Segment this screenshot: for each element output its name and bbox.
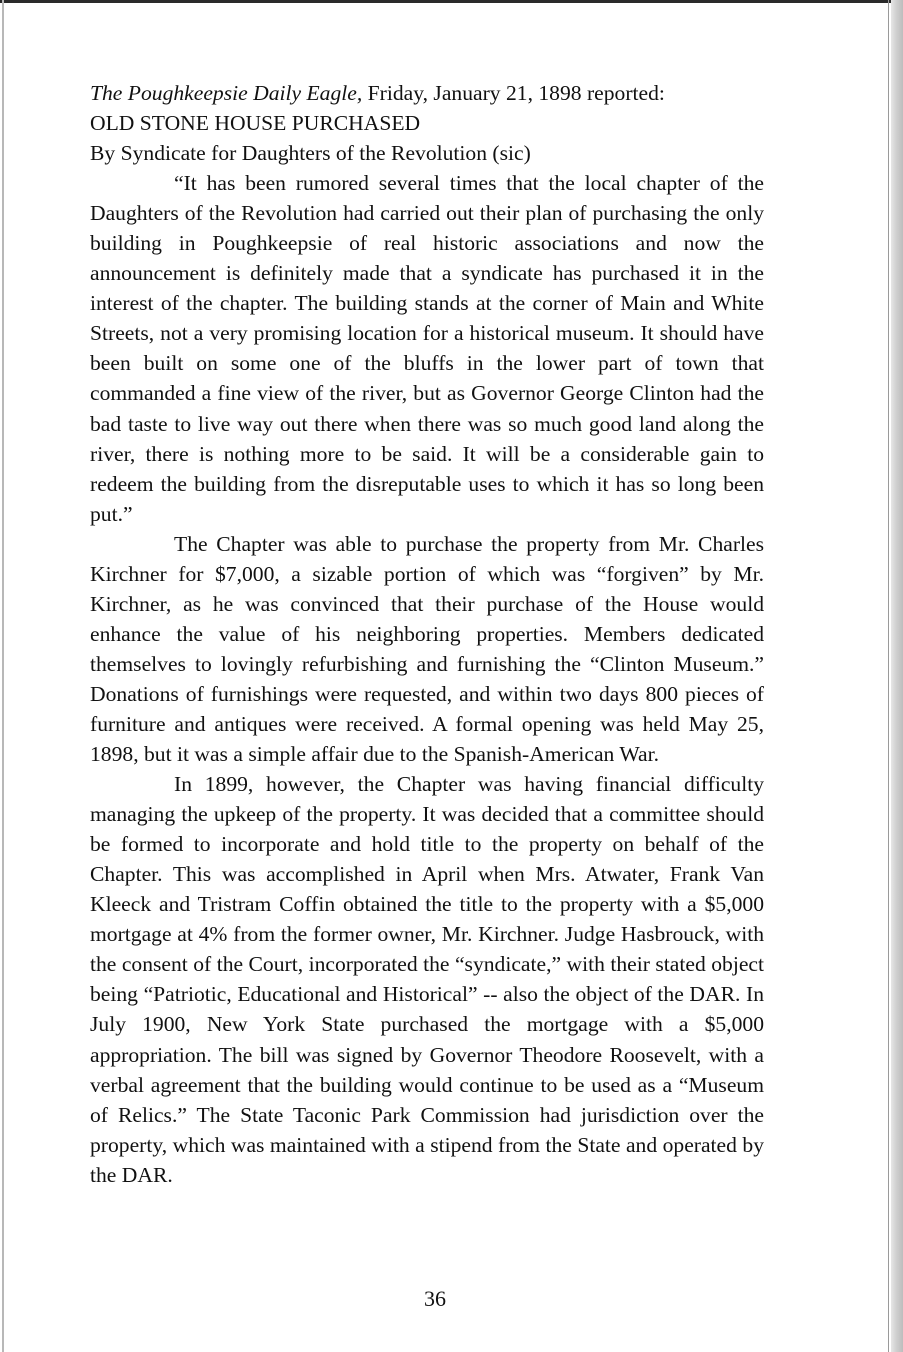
body-text xyxy=(90,78,764,1190)
newspaper-title: The Poughkeepsie Daily Eagle, xyxy=(90,81,363,105)
right-page-edge-shadow xyxy=(891,0,903,1352)
paragraph-purchase: The Chapter was able to purchase the property from Mr. Charles Kirchner for $7,000, a sizable portion of which was “forgiven” by Mr. Kirchner, as he was convinced that their purchase of the House would enhance the value of his neighboring properties. Members dedicated themselves to lovingly refurbishing and furnishing the “Clinton Museum.” Donations of furnishings were requested, and within two days 800 pieces of furniture and antiques were received. A formal opening was held May 25, 1898, but it was a simple affair due to the Spanish-American War. xyxy=(90,531,764,767)
paragraph-quote: “It has been rumored several times that the local chapter of the Daughters of the Revolution had carried out their plan of purchasing the only building in Poughkeepsie of real historic associations and now the announcement is definitely made that a syndicate has purchased it in the interest of the chapter. The building stands at the corner of Main and White Streets, not a very promising location for a historical museum. It should have been built on some one of the bluffs in the lower part of town that commanded a fine view of the river, but as Governor George Clinton had the bad taste to live way out there when there was so much good land along the river, there is nothing more to be said. It will be a considerable gain to redeem the building from the disreputable uses to which it has so long been put.” xyxy=(90,171,764,526)
headline: OLD STONE HOUSE PURCHASED xyxy=(90,111,421,136)
right-page-edge-line xyxy=(888,0,889,1352)
subheadline: By Syndicate for Daughters of the Revolution (sic) xyxy=(90,141,531,166)
page-number: 36 xyxy=(424,1286,446,1311)
left-page-edge xyxy=(2,0,4,1352)
top-rule xyxy=(0,0,903,3)
paragraph-incorporation: In 1899, however, the Chapter was having financial difficulty managing the upkeep of the property. It was decided that a committee should be formed to incorporate and hold title to the property on behalf of the Chapter. This was accomplished in April when Mrs. Atwater, Frank Van Kleeck and Tristram Coffin obtained the title to the property with a $5,000 mortgage at 4% from the former owner, Mr. Kirchner. Judge Hasbrouck, with the consent of the Court, incorporated the “syndicate,” with their stated object being “Patriotic, Educational and Historical” -- also the object of the DAR. In July 1900, New York State purchased the mortgage with a $5,000 appropriation. The bill was signed by Governor Theodore Roosevelt, with a verbal agreement that the building would continue to be used as a “Museum of Relics.” The State Taconic Park Commission had jurisdiction over the property, which was maintained with a stipend from the State and operated by the DAR. xyxy=(90,772,764,1187)
source-line xyxy=(90,78,764,108)
source-date: Friday, January 21, 1898 reported: xyxy=(362,81,665,105)
